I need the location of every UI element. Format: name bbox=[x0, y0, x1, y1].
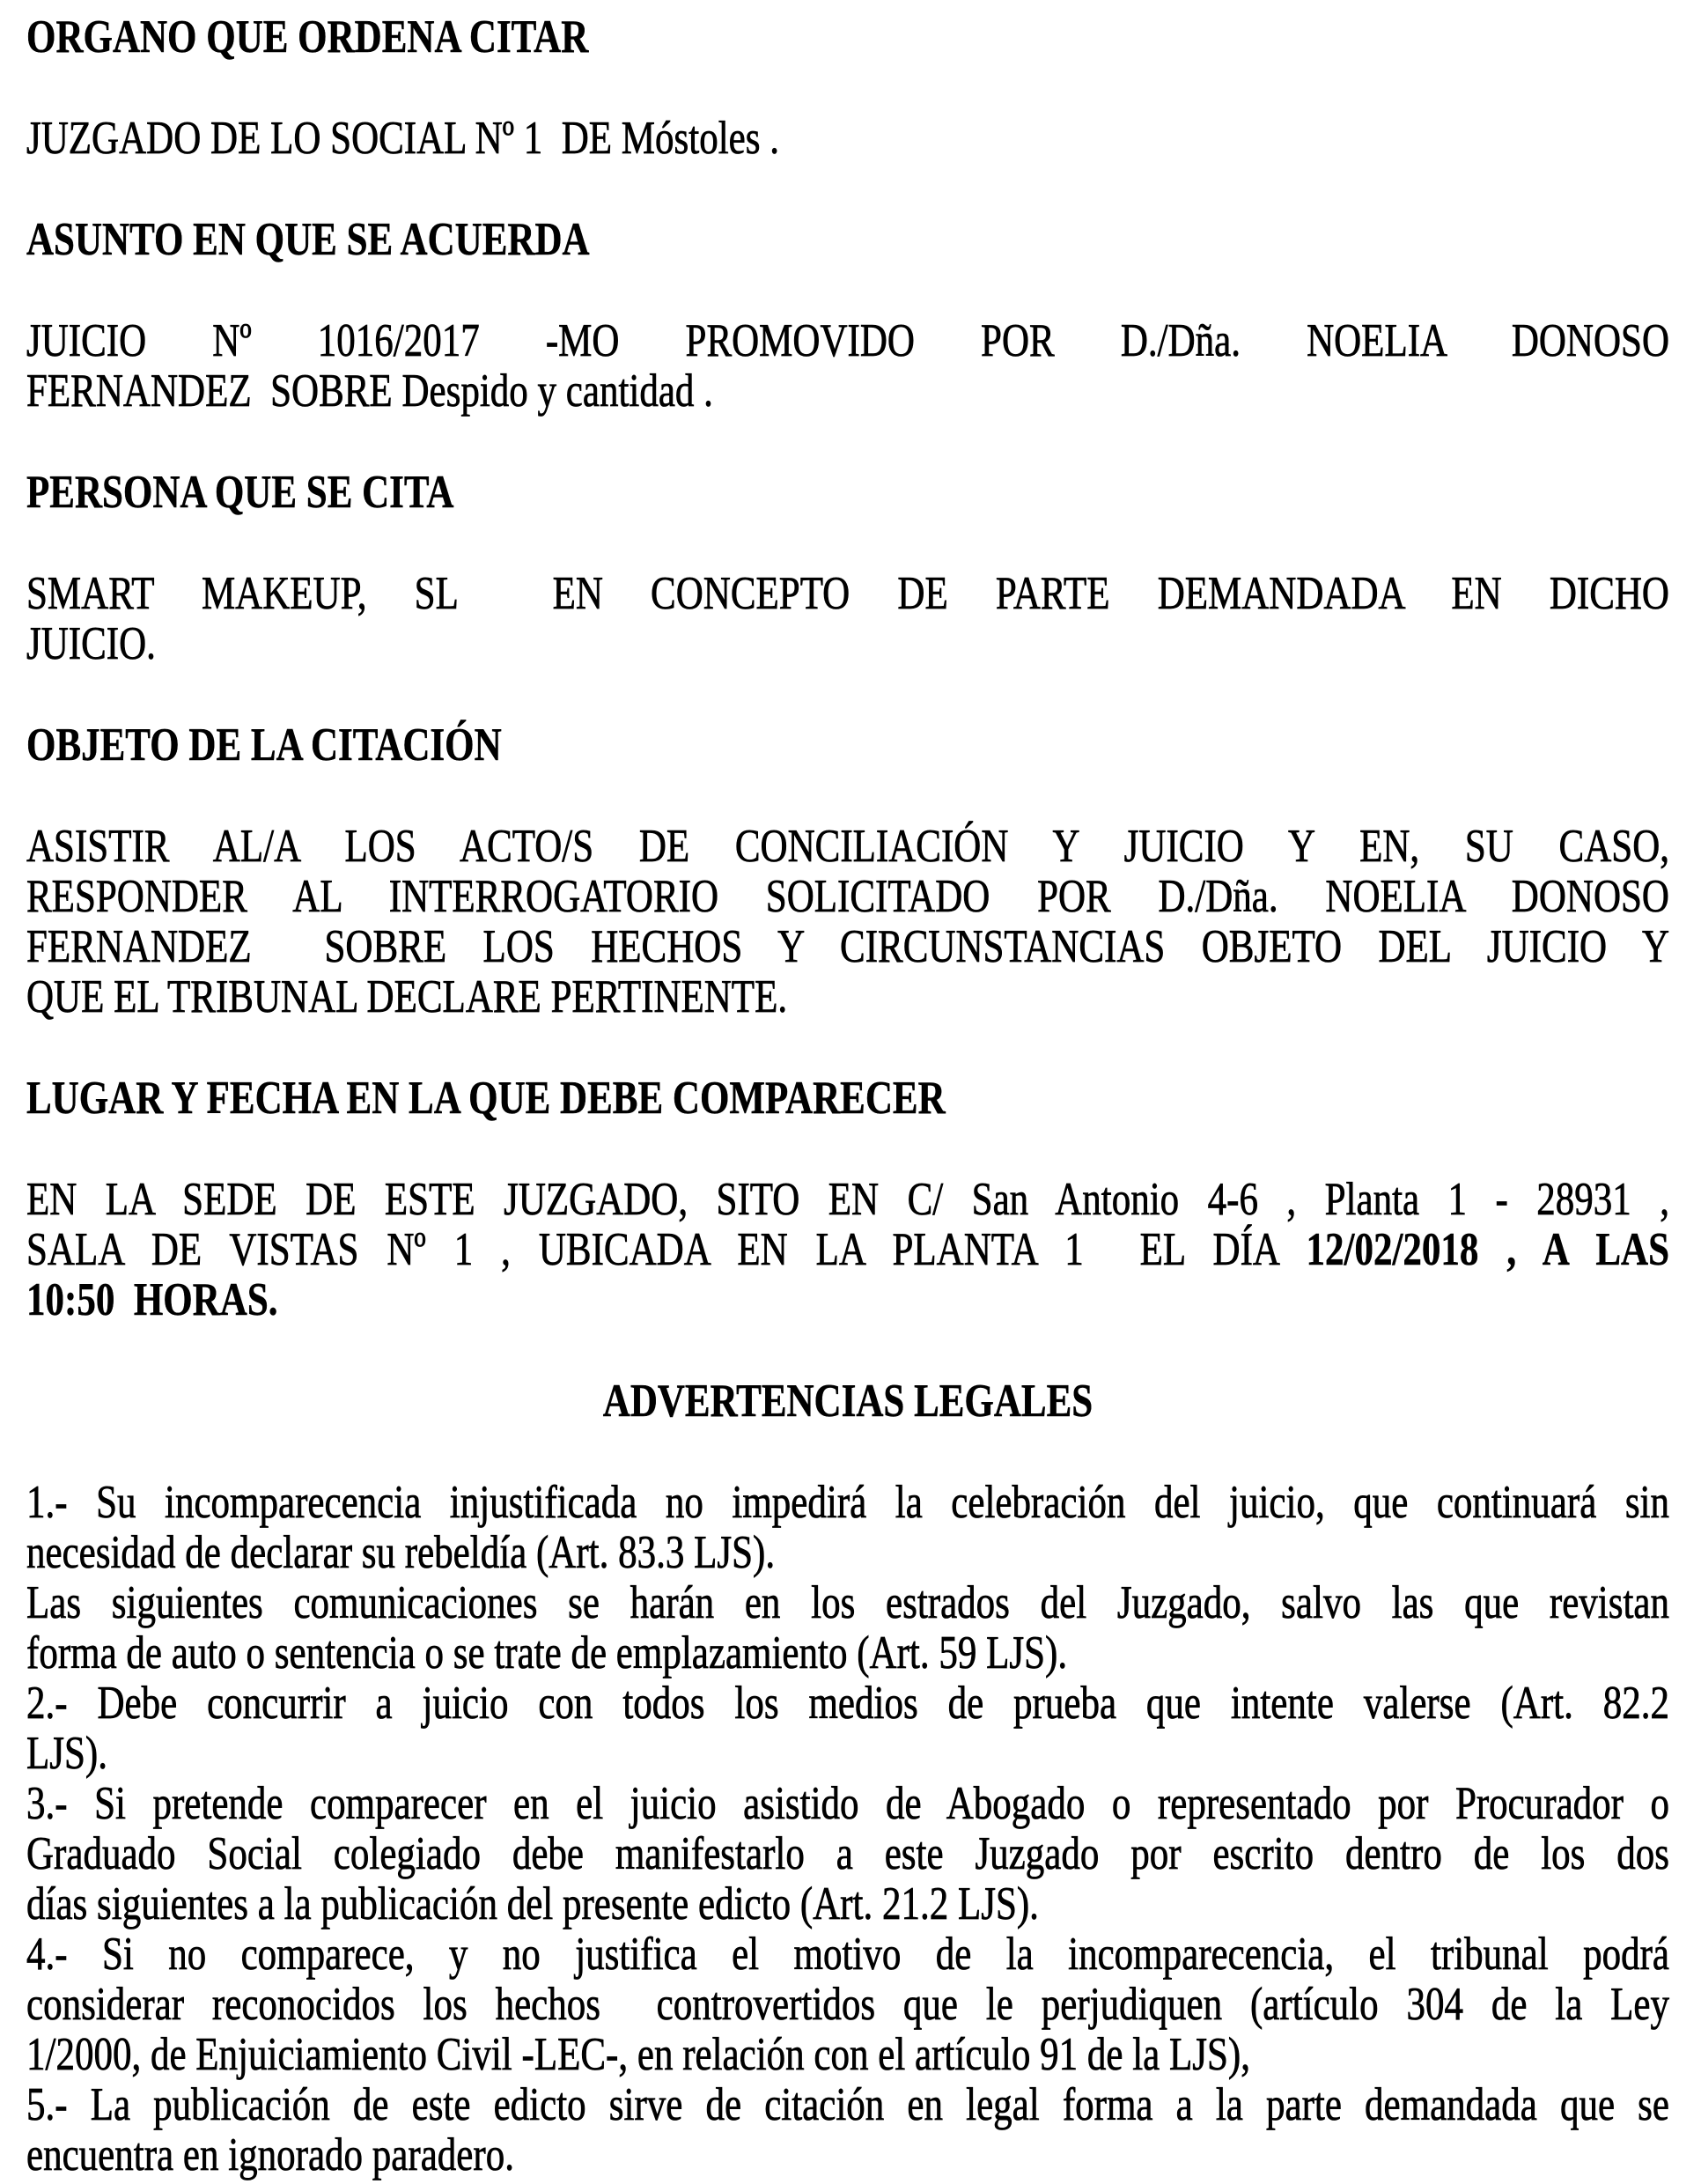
section-organo-body bbox=[26, 114, 1669, 164]
body-line: considerar reconocidos los hechos controvertidos que le perjudiquen (artículo 304 de la Ley bbox=[26, 1979, 1669, 2031]
body-line: 5.- La publicación de este edicto sirve de citación en legal forma a la parte demandada que se bbox=[26, 2079, 1669, 2131]
body-line: SMART MAKEUP, SL EN CONCEPTO DE PARTE DEMANDADA EN DICHO bbox=[26, 568, 1669, 620]
body-line: FERNANDEZ SOBRE LOS HECHOS Y CIRCUNSTANCIAS OBJETO DEL JUICIO Y bbox=[26, 921, 1669, 973]
section-persona-heading bbox=[26, 468, 1669, 518]
section-persona-body bbox=[26, 569, 1669, 669]
section-asunto-body bbox=[26, 316, 1669, 417]
body-line: forma de auto o sentencia o se trate de emplazamiento (Art. 59 LJS). bbox=[26, 1627, 1068, 1679]
section-heading-text: OBJETO DE LA CITACIÓN bbox=[26, 719, 502, 771]
hearing-date-bold-text: 12/02/2018 , A LAS bbox=[1306, 1224, 1669, 1276]
body-line: Graduado Social colegiado debe manifestarlo a este Juzgado por escrito dentro de los dos bbox=[26, 1828, 1669, 1880]
body-line: QUE EL TRIBUNAL DECLARE PERTINENTE. bbox=[26, 971, 788, 1023]
body-line: necesidad de declarar su rebeldía (Art. 83.3 LJS). bbox=[26, 1527, 776, 1579]
body-line: JUICIO. bbox=[26, 618, 156, 670]
body-line: 1.- Su incomparecencia injustificada no impedirá la celebración del juicio, que continuará sin bbox=[26, 1477, 1669, 1529]
section-heading-text: LUGAR Y FECHA EN LA QUE DEBE COMPARECER bbox=[26, 1073, 946, 1125]
body-line: LJS). bbox=[26, 1728, 107, 1780]
body-line: Las siguientes comunicaciones se harán en los estrados del Juzgado, salvo las que revistan bbox=[26, 1577, 1669, 1629]
body-line: ASISTIR AL/A LOS ACTO/S DE CONCILIACIÓN Y JUICIO Y EN, SU CASO, bbox=[26, 821, 1669, 873]
body-line: EN LA SEDE DE ESTE JUZGADO, SITO EN C/ San Antonio 4-6 , Planta 1 - 28931 , bbox=[26, 1174, 1669, 1226]
section-advertencias-heading bbox=[26, 1376, 1669, 1427]
section-objeto-body bbox=[26, 822, 1669, 1022]
section-lugar-heading bbox=[26, 1074, 1669, 1124]
section-objeto-heading bbox=[26, 720, 1669, 771]
body-line: encuentra en ignorado paradero. bbox=[26, 2129, 514, 2181]
body-line: 2.- Debe concurrir a juicio con todos los medios de prueba que intente valerse (Art. 82.2 bbox=[26, 1678, 1669, 1730]
body-line-text: SALA DE VISTAS Nº 1 , UBICADA EN LA PLANTA 1 EL DÍA bbox=[26, 1224, 1307, 1276]
body-line: JUZGADO DE LO SOCIAL Nº 1 DE Móstoles . bbox=[26, 113, 779, 165]
section-asunto-heading bbox=[26, 215, 1669, 265]
section-lugar-body bbox=[26, 1175, 1669, 1325]
hearing-time-bold-line: 10:50 HORAS. bbox=[26, 1274, 278, 1326]
section-heading-text: ORGANO QUE ORDENA CITAR bbox=[26, 11, 589, 63]
body-line: FERNANDEZ SOBRE Despido y cantidad . bbox=[26, 365, 713, 417]
body-line: RESPONDER AL INTERROGATORIO SOLICITADO POR D./Dña. NOELIA DONOSO bbox=[26, 871, 1669, 923]
body-line: 4.- Si no comparece, y no justifica el motivo de la incomparecencia, el tribunal podrá bbox=[26, 1929, 1669, 1981]
section-advertencias-body bbox=[26, 1478, 1669, 2180]
body-line: 1/2000, de Enjuiciamiento Civil -LEC-, en relación con el artículo 91 de la LJS), bbox=[26, 2029, 1250, 2081]
body-line: días siguientes a la publicación del presente edicto (Art. 21.2 LJS). bbox=[26, 1878, 1039, 1930]
section-heading-text: PERSONA QUE SE CITA bbox=[26, 467, 454, 519]
body-line: JUICIO Nº 1016/2017 -MO PROMOVIDO POR D./Dña. NOELIA DONOSO bbox=[26, 315, 1669, 367]
section-heading-text: ADVERTENCIAS LEGALES bbox=[602, 1376, 1094, 1428]
section-heading-text: ASUNTO EN QUE SE ACUERDA bbox=[26, 214, 590, 266]
section-organo-heading bbox=[26, 12, 1669, 63]
body-line: 3.- Si pretende comparecer en el juicio asistido de Abogado o representado por Procurador o bbox=[26, 1778, 1669, 1830]
